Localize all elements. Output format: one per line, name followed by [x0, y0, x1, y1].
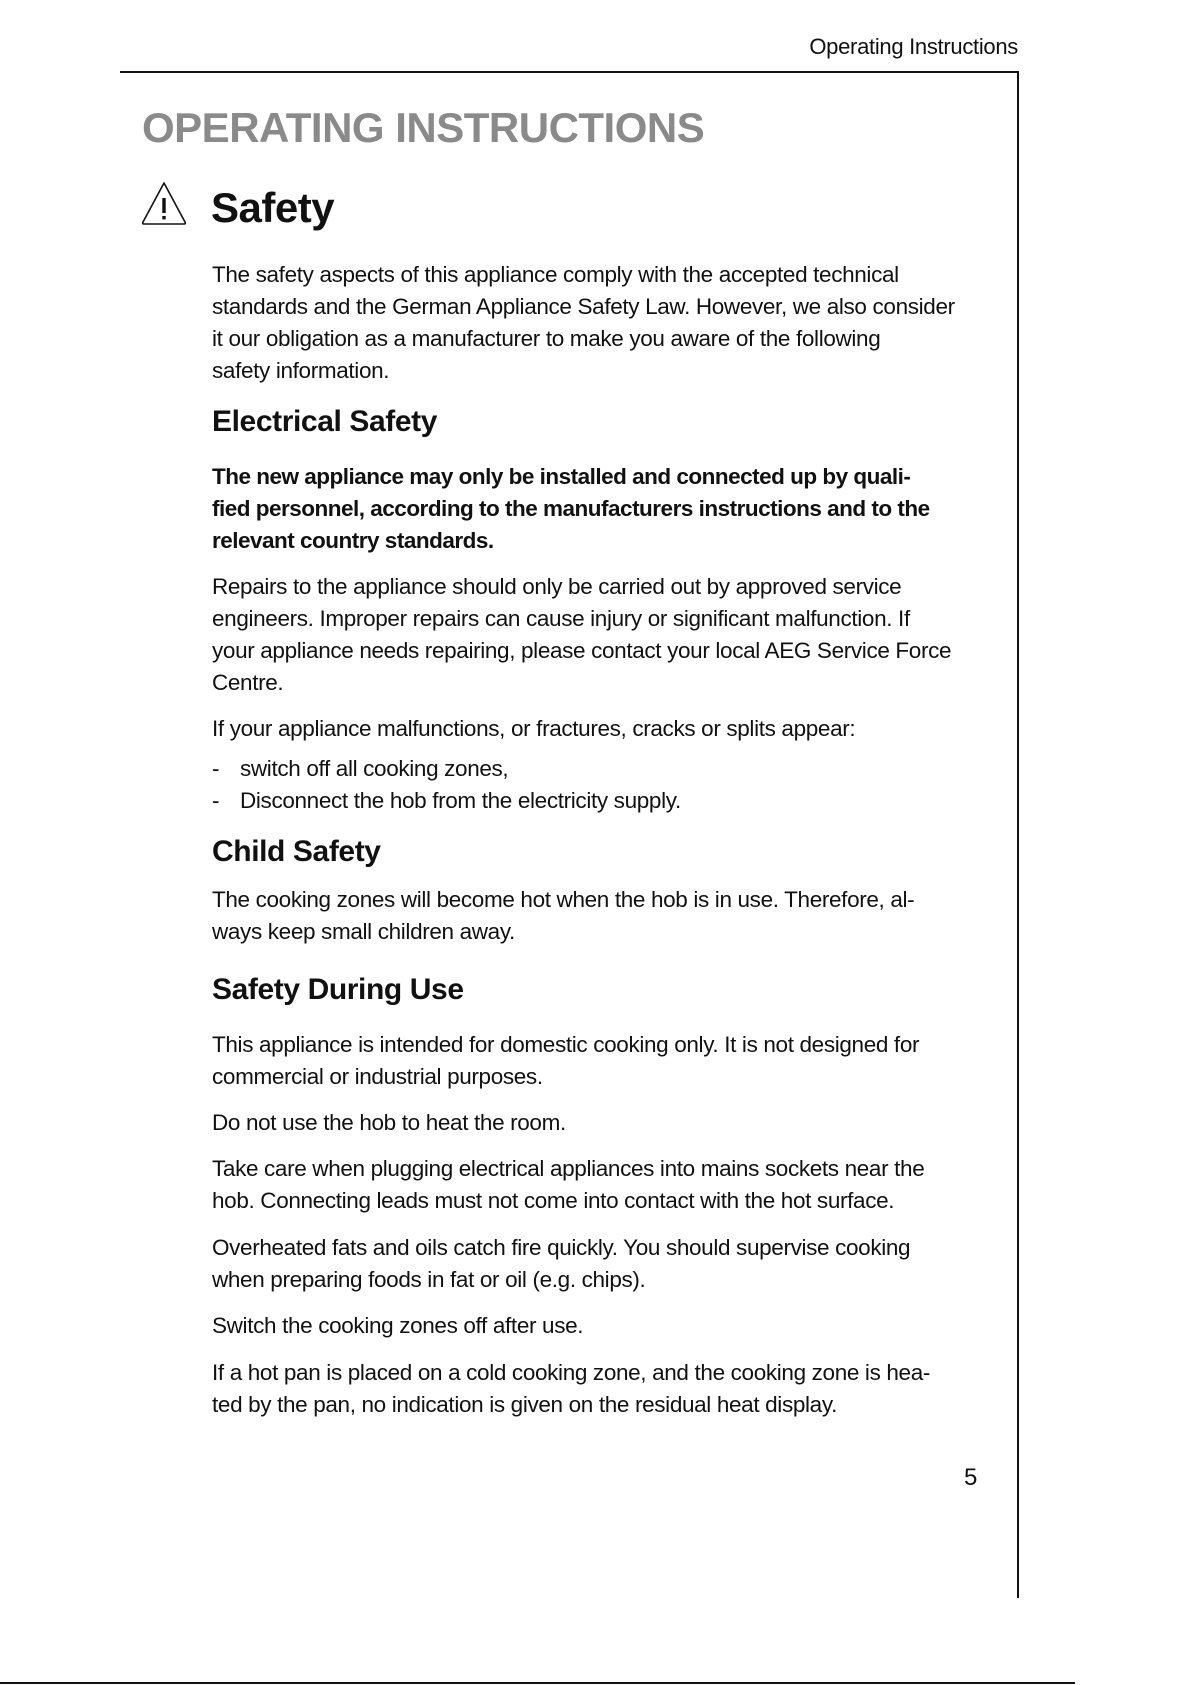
use-paragraph-3 — [212, 1153, 924, 1217]
use-paragraph-1 — [212, 1029, 919, 1093]
text-line: Centre. — [212, 670, 284, 695]
text-line: If your appliance malfunctions, or fractures, cracks or splits appear: — [212, 716, 856, 741]
text-line: it our obligation as a manufacturer to make you aware of the following — [212, 326, 881, 351]
text-line: engineers. Improper repairs can cause injury or significant malfunction. If — [212, 606, 910, 631]
list-item-text: switch off all cooking zones, — [240, 756, 509, 781]
use-paragraph-2 — [212, 1107, 566, 1139]
text-line: ways keep small children away. — [212, 919, 515, 944]
safety-intro — [212, 259, 955, 387]
use-paragraph-6 — [212, 1357, 930, 1421]
text-line: Overheated fats and oils catch fire quickly. You should supervise cooking — [212, 1235, 911, 1260]
use-paragraph-5 — [212, 1310, 583, 1342]
warning-triangle-icon — [140, 180, 188, 226]
margin-rule — [1017, 71, 1019, 1598]
child-safety-heading: Child Safety — [212, 835, 381, 868]
text-line: Repairs to the appliance should only be carried out by approved service — [212, 574, 902, 599]
use-paragraph-4 — [212, 1232, 910, 1296]
installation-warning — [212, 461, 930, 557]
text-line: ted by the pan, no indication is given on the residual heat display. — [212, 1392, 837, 1417]
text-line: The safety aspects of this appliance comply with the accepted technical — [212, 262, 899, 287]
text-line: hob. Connecting leads must not come into contact with the hot surface. — [212, 1188, 895, 1213]
repairs-paragraph — [212, 571, 951, 699]
text-line: commercial or industrial purposes. — [212, 1064, 543, 1089]
header-rule — [120, 71, 1019, 73]
bullet-dash: - — [212, 756, 220, 781]
text-line: The new appliance may only be installed and connected up by quali- — [212, 464, 911, 489]
text-line: when preparing foods in fat or oil (e.g. chips). — [212, 1267, 646, 1292]
text-line: Do not use the hob to heat the room. — [212, 1110, 566, 1135]
page-title: OPERATING INSTRUCTIONS — [142, 104, 705, 151]
child-safety-paragraph — [212, 884, 914, 948]
text-line: If a hot pan is placed on a cold cooking zone, and the cooking zone is hea- — [212, 1360, 931, 1385]
page-number: 5 — [964, 1464, 978, 1491]
text-line: Switch the cooking zones off after use. — [212, 1313, 584, 1338]
list-item-text: Disconnect the hob from the electricity supply. — [240, 788, 681, 813]
bullet-dash: - — [212, 788, 220, 813]
malfunction-paragraph — [212, 713, 855, 745]
list-item — [212, 785, 681, 817]
list-item — [212, 753, 681, 785]
text-line: The cooking zones will become hot when the hob is in use. Therefore, al- — [212, 887, 915, 912]
text-line: This appliance is intended for domestic cooking only. It is not designed for — [212, 1032, 920, 1057]
electrical-safety-heading: Electrical Safety — [212, 405, 437, 438]
footer-rule — [0, 1682, 1075, 1684]
running-header: Operating Instructions — [809, 34, 1018, 59]
safety-during-use-heading: Safety During Use — [212, 973, 464, 1006]
text-line: your appliance needs repairing, please contact your local AEG Service Force — [212, 638, 952, 663]
text-line: safety information. — [212, 358, 390, 383]
text-line: fied personnel, according to the manufacturers instructions and to the — [212, 496, 930, 521]
text-line: standards and the German Appliance Safety Law. However, we also consider — [212, 294, 955, 319]
text-line: relevant country standards. — [212, 528, 494, 553]
safety-heading: Safety — [211, 184, 335, 231]
text-line: Take care when plugging electrical appliances into mains sockets near the — [212, 1156, 925, 1181]
malfunction-list — [212, 753, 681, 817]
